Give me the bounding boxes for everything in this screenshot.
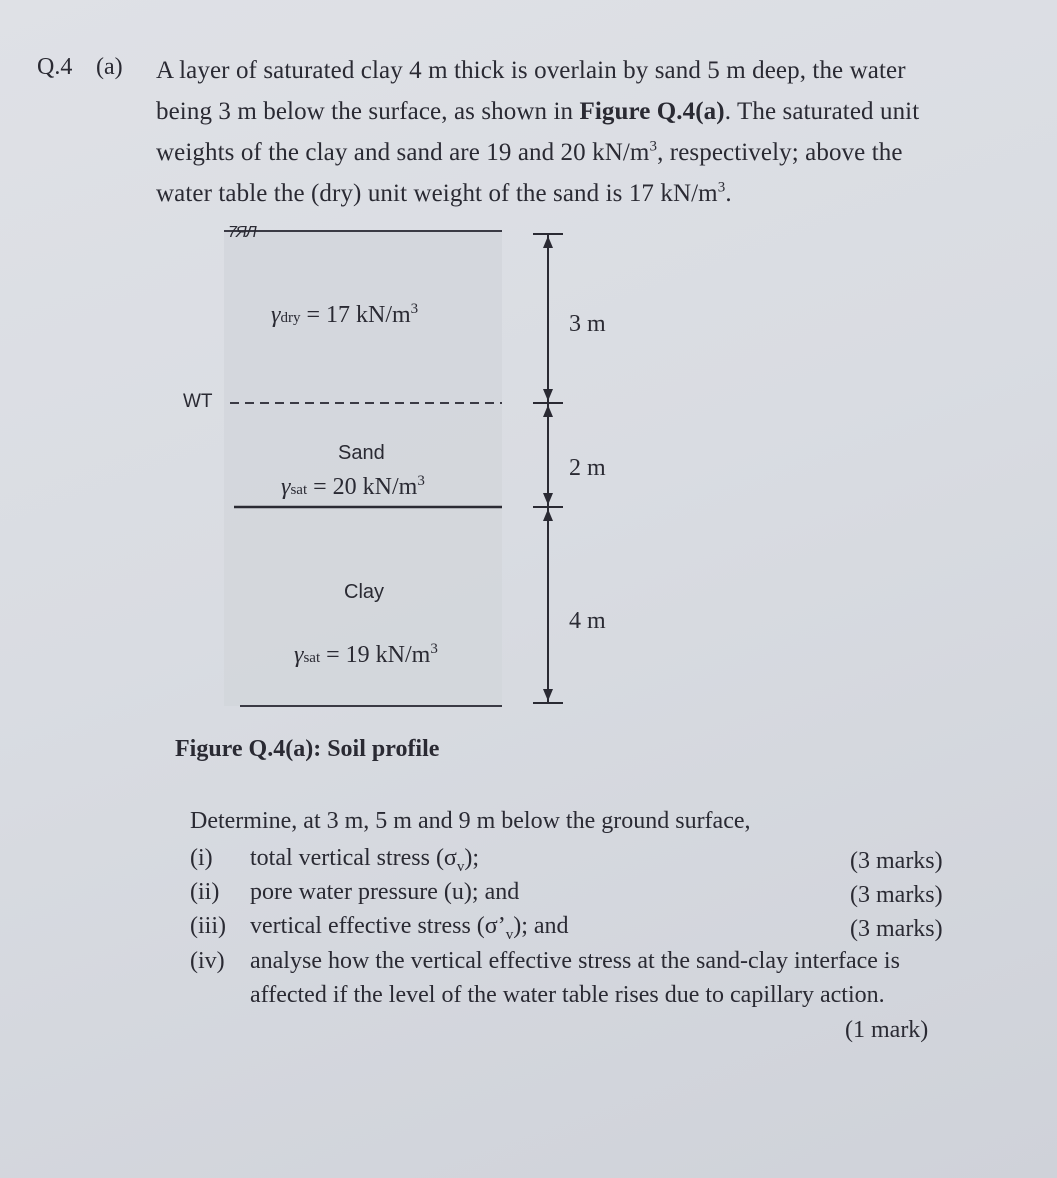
intro-line-1: A layer of saturated clay 4 m thick is overlain by sand 5 m deep, the water xyxy=(156,57,906,84)
gamma-subscript: sat xyxy=(303,650,321,666)
intro-line-4-text: water table the (dry) unit weight of the sand is 17 kN/m xyxy=(156,180,718,207)
figure-caption: Figure Q.4(a): Soil profile xyxy=(175,736,440,762)
arrow-bottom-down xyxy=(543,689,553,701)
dimension-2m: 2 m xyxy=(569,455,606,481)
arrow-wt-up xyxy=(543,405,553,417)
gamma-superscript: 3 xyxy=(410,301,419,317)
task-text-1-tail: ); xyxy=(464,845,480,871)
gamma-value: = 17 kN/m xyxy=(300,302,411,328)
task-text-4: analyse how the vertical effective stress at the sand-clay interface is xyxy=(250,948,900,974)
arrow-top-up xyxy=(543,236,553,248)
question-part: (a) xyxy=(96,54,123,80)
ground-symbol: 7ЯЛ xyxy=(228,224,256,241)
intro-line-2-tail: . The saturated unit xyxy=(724,98,920,125)
gamma-sat-clay-label xyxy=(294,642,438,669)
task-roman-4: (iv) xyxy=(190,948,225,974)
superscript-3: 3 xyxy=(649,138,658,155)
gamma-symbol: γ xyxy=(281,474,291,500)
task-marks-3: (3 marks) xyxy=(850,916,943,942)
arrow-wt-down xyxy=(543,389,553,401)
arrow-clay-up xyxy=(543,509,553,521)
task-text-1-main: total vertical stress (σ xyxy=(250,845,457,871)
task-text-1-sub: v xyxy=(456,858,465,875)
arrow-clay-down xyxy=(543,493,553,505)
gamma-sat-sand-label xyxy=(281,474,425,501)
water-table-label: WT xyxy=(183,391,213,412)
task-marks-4: (1 mark) xyxy=(845,1017,929,1043)
task-text-3 xyxy=(250,913,569,944)
intro-line-4-tail: . xyxy=(725,180,732,207)
task-roman-2: (ii) xyxy=(190,879,220,905)
gamma-subscript: dry xyxy=(280,310,301,326)
intro-line-3-text: weights of the clay and sand are 19 and 20 kN/m xyxy=(156,139,650,166)
task-text-3-tail: ); and xyxy=(513,913,569,939)
gamma-subscript: sat xyxy=(290,482,308,498)
gamma-symbol: γ xyxy=(271,302,281,328)
task-text-1 xyxy=(250,845,479,876)
dimension-4m: 4 m xyxy=(569,608,606,634)
intro-line-2-text: being 3 m below the surface, as shown in xyxy=(156,98,580,125)
task-roman-3: (iii) xyxy=(190,913,226,939)
figure-reference: Figure Q.4(a) xyxy=(579,98,725,125)
gamma-value: = 19 kN/m xyxy=(320,642,431,668)
clay-label: Clay xyxy=(344,581,385,603)
task-text-4-line2: affected if the level of the water table rises due to capillary action. xyxy=(250,982,885,1008)
task-marks-2: (3 marks) xyxy=(850,882,943,908)
gamma-dry-label xyxy=(271,302,418,329)
task-roman-1: (i) xyxy=(190,845,213,871)
task-marks-1: (3 marks) xyxy=(850,848,943,874)
gamma-symbol: γ xyxy=(294,642,304,668)
question-number: Q.4 xyxy=(37,54,73,80)
task-text-3-sub: v xyxy=(505,926,514,943)
dimension-3m: 3 m xyxy=(569,311,606,337)
gamma-value: = 20 kN/m xyxy=(307,474,418,500)
gamma-superscript: 3 xyxy=(417,473,425,489)
task-text-3-main: vertical effective stress (σ’ xyxy=(250,913,506,939)
gamma-superscript: 3 xyxy=(430,641,438,657)
task-text-2: pore water pressure (u); and xyxy=(250,879,520,905)
sand-label: Sand xyxy=(338,442,385,464)
task-lead: Determine, at 3 m, 5 m and 9 m below the ground surface, xyxy=(190,808,751,834)
intro-line-3-tail: , respectively; above the xyxy=(657,139,903,166)
superscript-3b: 3 xyxy=(717,179,726,196)
